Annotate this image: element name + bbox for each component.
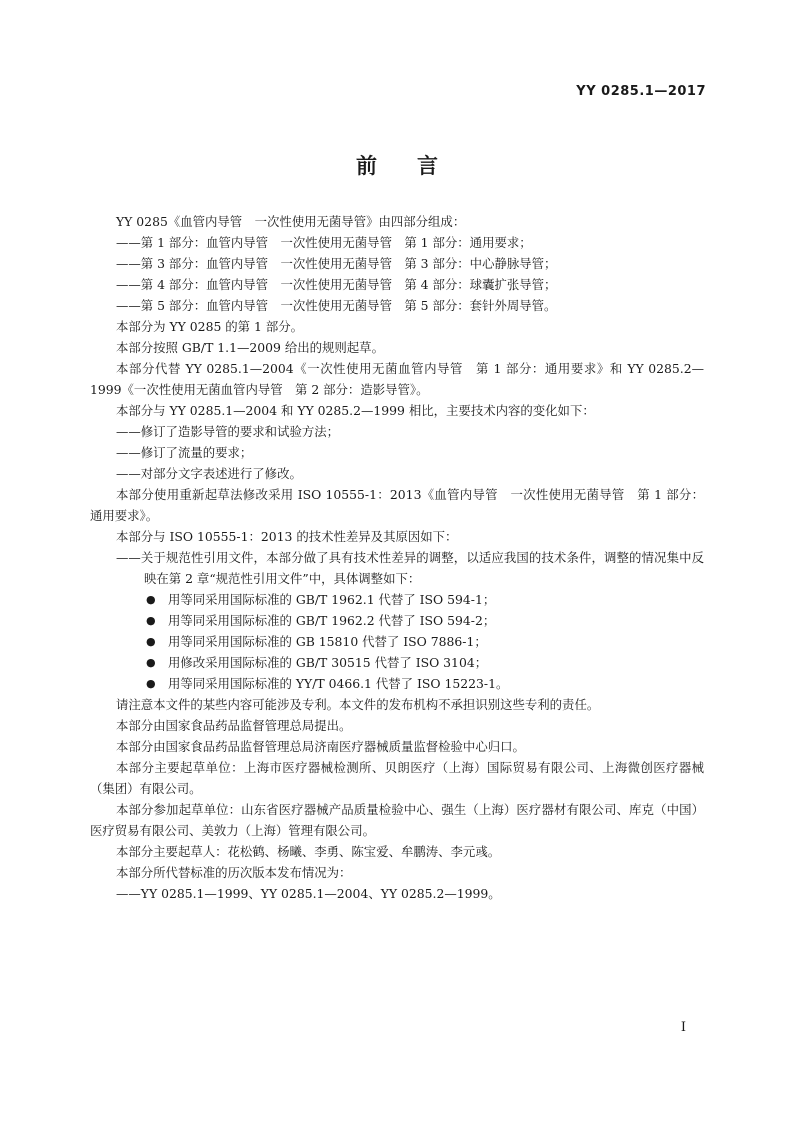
paragraph: 本部分参加起草单位：山东省医疗器械产品质量检验中心、强生（上海）医疗器材有限公司、库克（中国）医疗贸易有限公司、美敦力（上海）管理有限公司。 bbox=[90, 802, 704, 838]
list-item: ——修订了造影导管的要求和试验方法； bbox=[116, 424, 340, 439]
paragraph: YY 0285《血管内导管 一次性使用无菌导管》由四部分组成： bbox=[116, 214, 466, 229]
paragraph: 请注意本文件的某些内容可能涉及专利。本文件的发布机构不承担识别这些专利的责任。 bbox=[116, 697, 600, 712]
paragraph: 本部分代替 YY 0285.1—2004《一次性使用无菌血管内导管 第 1 部分：通用要求》和 YY 0285.2—1999《一次性使用无菌血管内导管 第 2 部分：造影导管》。 bbox=[90, 361, 704, 397]
bullet-icon: ● bbox=[146, 614, 156, 627]
paragraph: 本部分由国家食品药品监督管理总局济南医疗器械质量监督检验中心归口。 bbox=[116, 739, 525, 754]
bullet-text: 用修改采用国际标准的 GB/T 30515 代替了 ISO 3104； bbox=[168, 655, 488, 670]
standard-code: YY 0285.1—2017 bbox=[576, 84, 706, 99]
bullet-text: 用等同采用国际标准的 GB/T 1962.2 代替了 ISO 594-2； bbox=[168, 613, 496, 628]
bullet-icon: ● bbox=[146, 656, 156, 669]
list-item: ——修订了流量的要求； bbox=[116, 445, 253, 460]
paragraph: 本部分主要起草单位：上海市医疗器械检测所、贝朗医疗（上海）国际贸易有限公司、上海微创医疗器械（集团）有限公司。 bbox=[90, 760, 704, 796]
paragraph: 本部分与 ISO 10555-1：2013 的技术性差异及其原因如下： bbox=[116, 529, 458, 544]
bullet-text: 用等同采用国际标准的 GB/T 1962.1 代替了 ISO 594-1； bbox=[168, 592, 496, 607]
bullet-text: 用等同采用国际标准的 YY/T 0466.1 代替了 ISO 15223-1。 bbox=[168, 676, 509, 691]
document-body bbox=[90, 211, 704, 904]
list-item: ——第 3 部分：血管内导管 一次性使用无菌导管 第 3 部分：中心静脉导管； bbox=[116, 256, 557, 271]
list-item: ——第 5 部分：血管内导管 一次性使用无菌导管 第 5 部分：套针外周导管。 bbox=[116, 298, 557, 313]
bullet-icon: ● bbox=[146, 677, 156, 690]
bullet-item bbox=[90, 673, 704, 694]
bullet-item bbox=[90, 610, 704, 631]
paragraph: 本部分为 YY 0285 的第 1 部分。 bbox=[116, 319, 303, 334]
paragraph: 本部分按照 GB/T 1.1—2009 给出的规则起草。 bbox=[116, 340, 384, 355]
list-item: ——对部分文字表述进行了修改。 bbox=[116, 466, 302, 481]
paragraph: 本部分由国家食品药品监督管理总局提出。 bbox=[116, 718, 352, 733]
page-number: I bbox=[680, 1020, 686, 1035]
paragraph: 本部分使用重新起草法修改采用 ISO 10555-1：2013《血管内导管 一次性使用无菌导管 第 1 部分：通用要求》。 bbox=[90, 487, 704, 523]
bullet-item bbox=[90, 589, 704, 610]
page-title: 前言 bbox=[356, 154, 478, 178]
paragraph: 本部分与 YY 0285.1—2004 和 YY 0285.2—1999 相比，主要技术内容的变化如下： bbox=[116, 403, 595, 418]
list-item: ——第 1 部分：血管内导管 一次性使用无菌导管 第 1 部分：通用要求； bbox=[116, 235, 532, 250]
bullet-text: 用等同采用国际标准的 GB 15810 代替了 ISO 7886-1； bbox=[168, 634, 487, 649]
bullet-icon: ● bbox=[146, 593, 156, 606]
list-item: ——关于规范性引用文件，本部分做了具有技术性差异的调整，以适应我国的技术条件，调整的情况集中反映在第 2 章“规范性引用文件”中，具体调整如下： bbox=[116, 550, 704, 586]
list-item: ——YY 0285.1—1999、YY 0285.1—2004、YY 0285.2—1999。 bbox=[116, 886, 501, 901]
bullet-item bbox=[90, 652, 704, 673]
bullet-icon: ● bbox=[146, 635, 156, 648]
list-item: ——第 4 部分：血管内导管 一次性使用无菌导管 第 4 部分：球囊扩张导管； bbox=[116, 277, 557, 292]
bullet-item bbox=[90, 631, 704, 652]
paragraph: 本部分所代替标准的历次版本发布情况为： bbox=[116, 865, 352, 880]
paragraph: 本部分主要起草人：花松鹤、杨曦、李勇、陈宝爱、牟鹏涛、李元彧。 bbox=[116, 844, 501, 859]
